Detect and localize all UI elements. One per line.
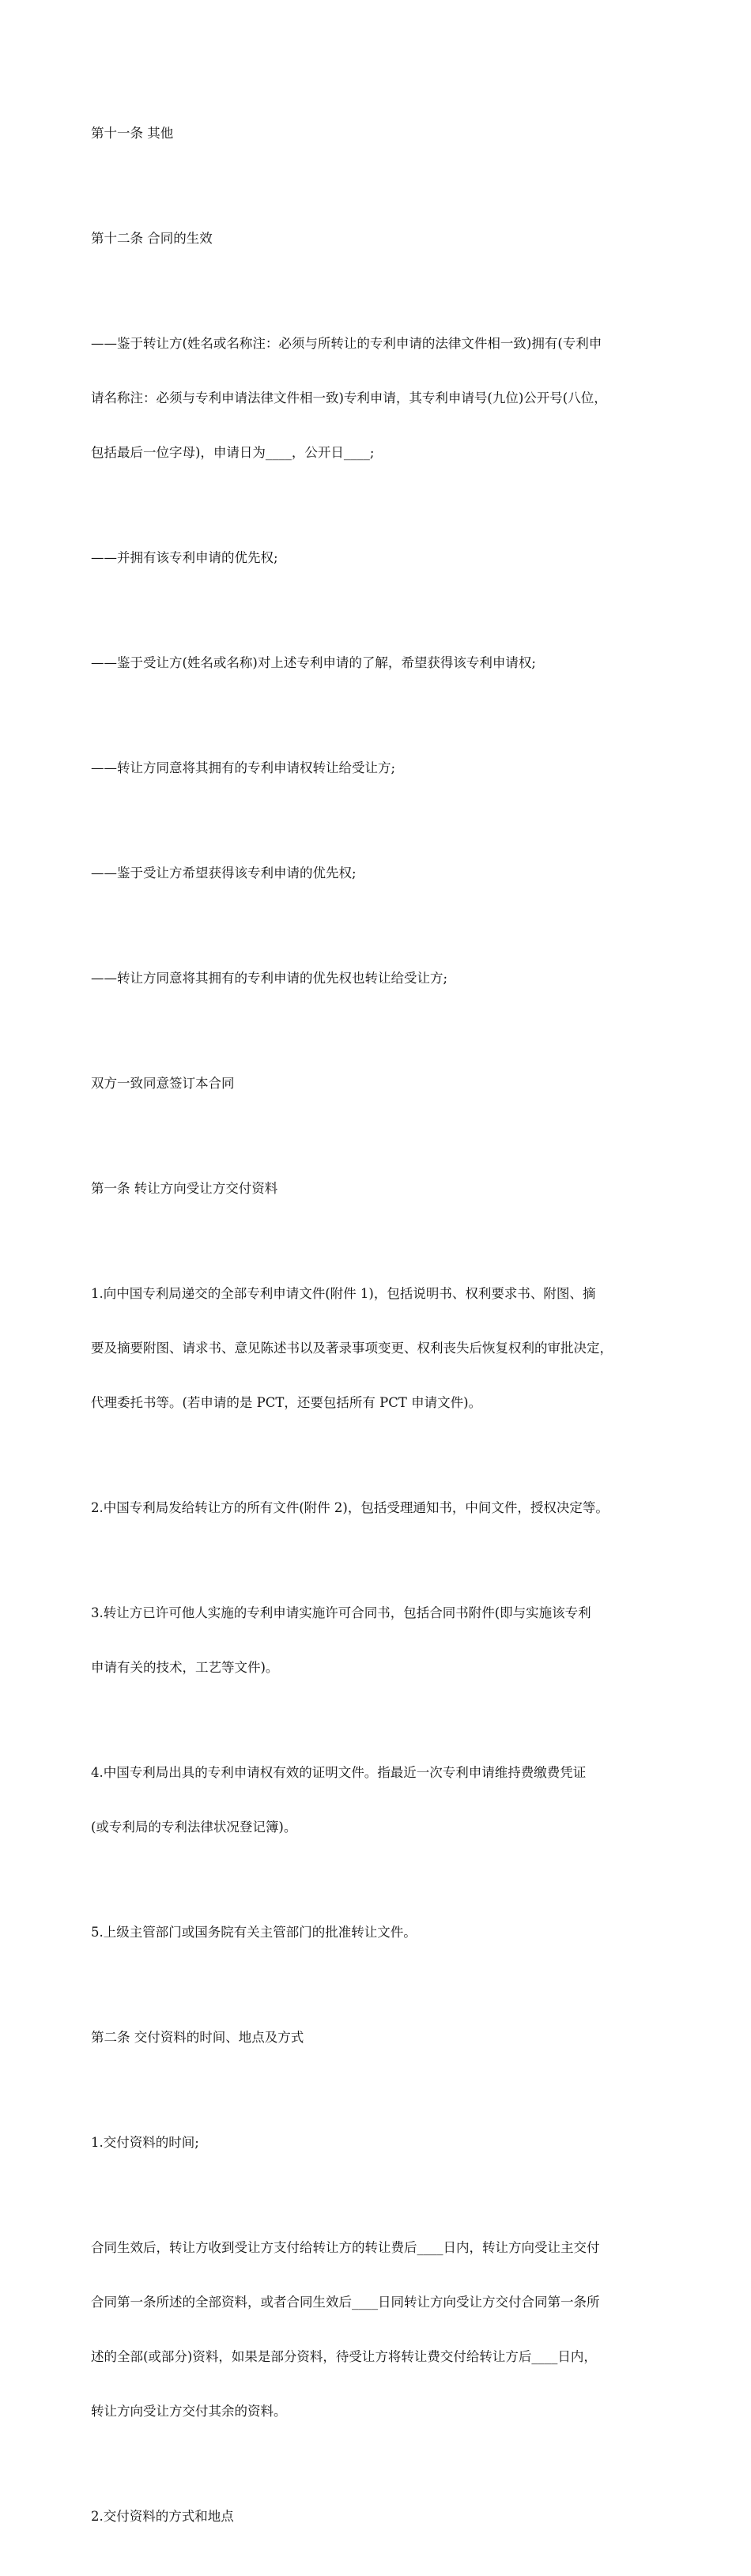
text-line: 1.交付资料的时间; [91,2135,199,2150]
document-body [91,88,668,2576]
article-2-heading [91,1992,668,2083]
recital-transferee-priority [91,828,668,918]
text-line: 第十二条 合同的生效 [91,231,213,246]
text-line: 2.交付资料的方式和地点 [91,2509,234,2524]
text-line: 5.上级主管部门或国务院有关主管部门的批准转让文件。 [91,1925,417,1940]
article-1-heading [91,1143,668,1234]
text-line: 第十一条 其他 [91,126,174,141]
text-line: 要及摘要附图、请求书、意见陈述书以及著录事项变更、权利丧失后恢复权利的审批决定， [91,1341,613,1356]
text-line: 转让方向受让方交付其余的资料。 [91,2404,287,2419]
article-12-heading [91,193,668,284]
text-line: ——鉴于受让方希望获得该专利申请的优先权; [91,866,357,881]
text-line: 请名称注：必须与专利申请法律文件相一致)专利申请，其专利申请号(九位)公开号(八位， [91,390,607,405]
text-line: 1.向中国专利局递交的全部专利申请文件(附件 1)，包括说明书、权利要求书、附图、摘 [91,1286,596,1301]
article-2-item-1 [91,2097,668,2188]
text-line: ——转让方同意将其拥有的专利申请权转让给受让方; [91,760,396,775]
article-1-item-2 [91,1462,668,1553]
text-line: ——鉴于受让方(姓名或名称)对上述专利申请的了解，希望获得该专利申请权; [91,655,536,670]
article-1-item-4 [91,1727,668,1873]
article-2-item-1-body [91,2202,668,2457]
text-line: 合同生效后，转让方收到受让方支付给转让方的转让费后____日内，转让方向受让主交付 [91,2240,600,2255]
recital-transferor-owns [91,298,668,498]
agreement-statement [91,1038,668,1129]
text-line: 2.中国专利局发给转让方的所有文件(附件 2)，包括受理通知书，中间文件，授权决定等。 [91,1500,609,1515]
article-1-item-5 [91,1887,668,1978]
recital-transferee-wishes [91,617,668,708]
text-line: 申请有关的技术，工艺等文件)。 [91,1660,279,1675]
text-line: ——转让方同意将其拥有的专利申请的优先权也转让给受让方; [91,971,448,986]
text-line: 3.转让方已许可他人实施的专利申请实施许可合同书，包括合同书附件(即与实施该专利 [91,1605,591,1620]
text-line: 第二条 交付资料的时间、地点及方式 [91,2030,304,2045]
recital-transfer-priority [91,933,668,1024]
text-line: ——并拥有该专利申请的优先权; [91,550,278,565]
article-1-item-1 [91,1248,668,1448]
recital-priority [91,512,668,603]
article-2-item-2 [91,2471,668,2562]
recital-transferor-agrees [91,722,668,813]
article-1-item-3 [91,1567,668,1713]
text-line: 第一条 转让方向受让方交付资料 [91,1181,278,1196]
text-line: 合同第一条所述的全部资料，或者合同生效后____日同转让方向受让方交付合同第一条所 [91,2295,600,2310]
text-line: 4.中国专利局出具的专利申请权有效的证明文件。指最近一次专利申请维持费缴费凭证 [91,1765,587,1780]
text-line: (或专利局的专利法律状况登记簿)。 [91,1820,297,1835]
text-line: 包括最后一位字母)，申请日为____，公开日____; [91,445,375,460]
article-11-heading [91,88,668,179]
text-line: 代理委托书等。(若申请的是 PCT，还要包括所有 PCT 申请文件)。 [91,1395,482,1410]
text-line: ——鉴于转让方(姓名或名称注：必须与所转让的专利申请的法律文件相一致)拥有(专利申 [91,336,602,351]
text-line: 述的全部(或部分)资料，如果是部分资料，待受让方将转让费交付给转让方后____日内， [91,2349,597,2364]
text-line: 双方一致同意签订本合同 [91,1076,235,1091]
